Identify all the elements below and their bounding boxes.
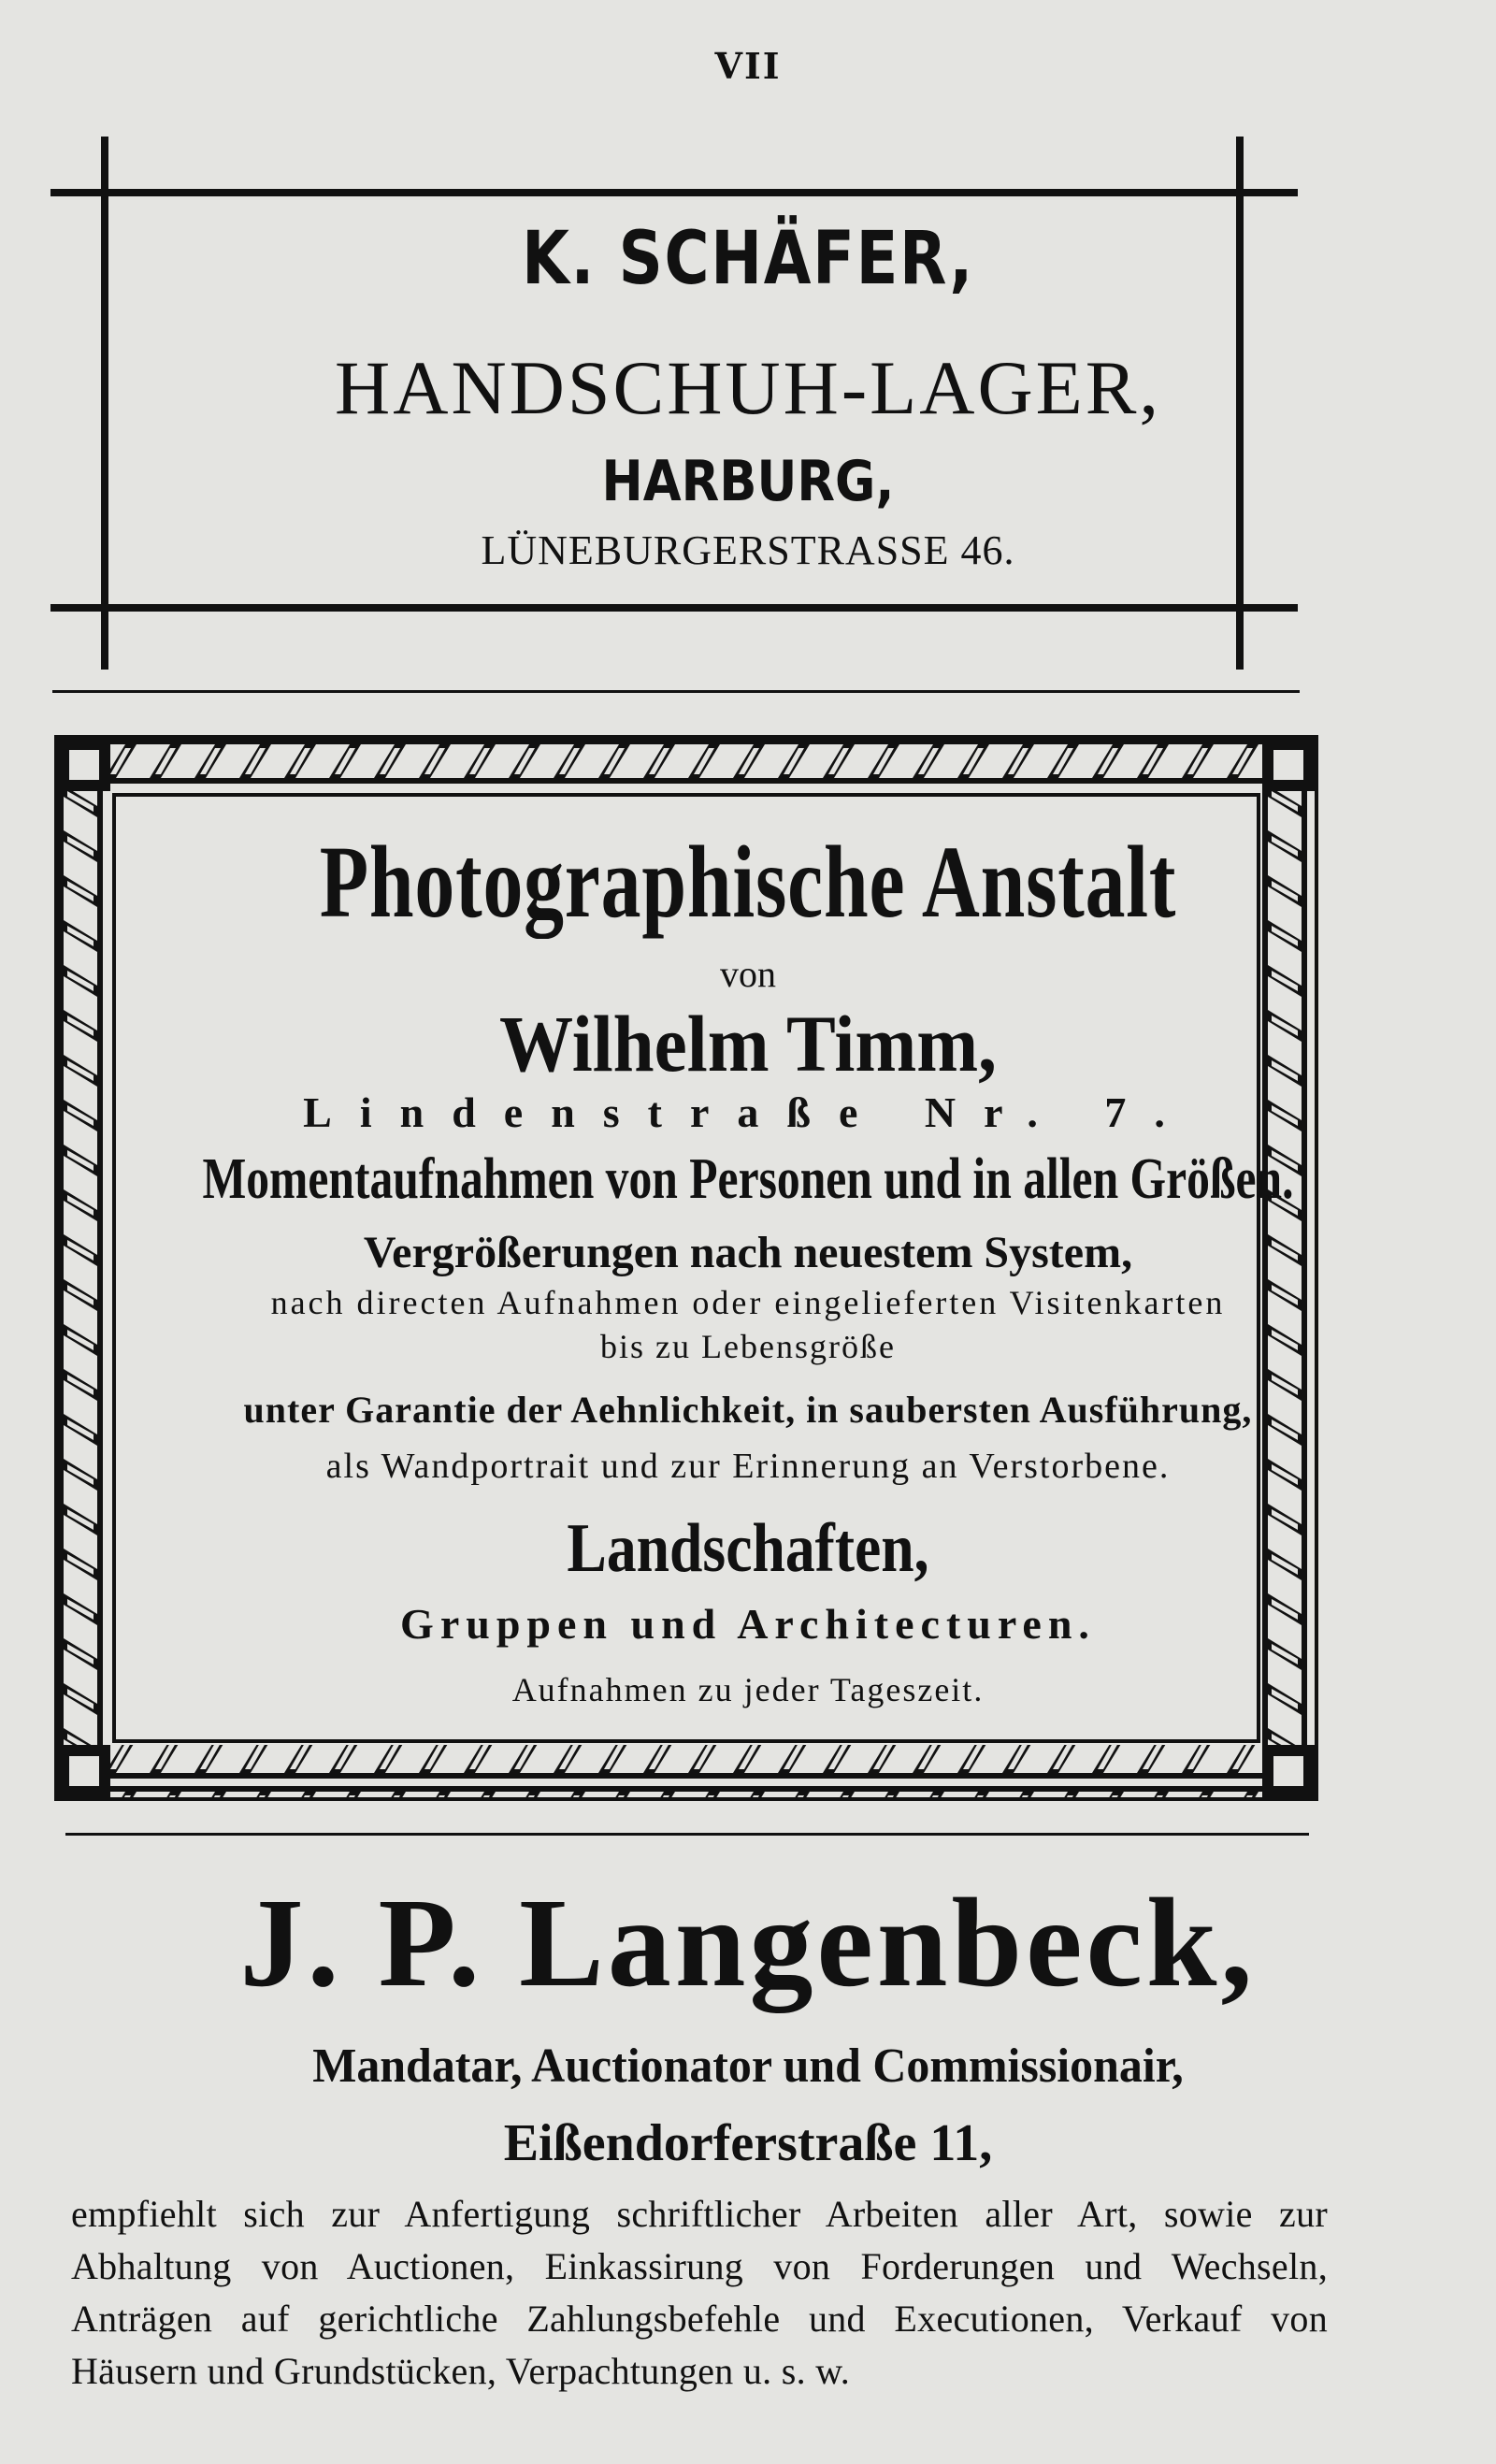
ad-langenbeck-body: empfiehlt sich zur Anfertigung schriftlicher Arbeiten aller Art, sowie zur Abhaltung von Auctionen, Einkassirung von Forderungen und Wechseln, Anträgen auf gerichtliche Zahlungsbefehle und Executionen, Verkauf von Häusern und Grundstücken, Verpachtungen u. s. w. [71, 2193, 1328, 2392]
ad-timm-landschaften: Landschaften, [567, 1510, 929, 1587]
ad-timm-als: als Wandportrait und zur Erinnerung an Verstorbene. [325, 1447, 1171, 1486]
ad-timm-gruppen: Gruppen und Architecturen. [400, 1600, 1096, 1648]
ad-schaefer-name: K. SCHÄFER, [522, 217, 974, 301]
ad-timm-address: Lindenstraße Nr. 7. [303, 1088, 1193, 1136]
ad-langenbeck-role: Mandatar, Auctionator und Commissionair, [312, 2039, 1184, 2093]
ad-schaefer-city: HARBURG, [601, 449, 895, 514]
ad-langenbeck-address: Eißendorferstraße 11, [503, 2114, 993, 2172]
ad-schaefer-rule-top [50, 189, 1298, 196]
separator-rule-1 [52, 690, 1300, 693]
separator-rule-2 [65, 1833, 1309, 1836]
page-number: VII [714, 45, 782, 87]
ad-schaefer-rule-bottom [50, 604, 1298, 612]
ad-timm-aufnahmen: Aufnahmen zu jeder Tageszeit. [511, 1671, 985, 1708]
ad-langenbeck-name: J. P. Langenbeck, [239, 1873, 1257, 2013]
ad-timm-nach: nach directen Aufnahmen oder eingelieferten Visitenkarten [270, 1284, 1226, 1321]
ad-schaefer-trade: HANDSCHUH-LAGER, [335, 345, 1161, 430]
ad-timm-vergroesserungen: Vergrößerungen nach neuestem System, [363, 1228, 1133, 1277]
ad-timm-garantie: unter Garantie der Aehnlichkeit, in saubersten Ausführung, [243, 1389, 1253, 1431]
ad-timm-name: Wilhelm Timm, [499, 999, 997, 1088]
ad-schaefer-street: LÜNEBURGERSTRASSE 46. [481, 527, 1015, 573]
ad-timm-title: Photographische Anstalt [319, 825, 1177, 939]
ad-timm-bis: bis zu Lebensgröße [600, 1328, 896, 1365]
ad-timm-moment: Momentaufnahmen von Personen und in allen Größen. [202, 1147, 1294, 1211]
ad-timm-von: von [720, 953, 776, 995]
